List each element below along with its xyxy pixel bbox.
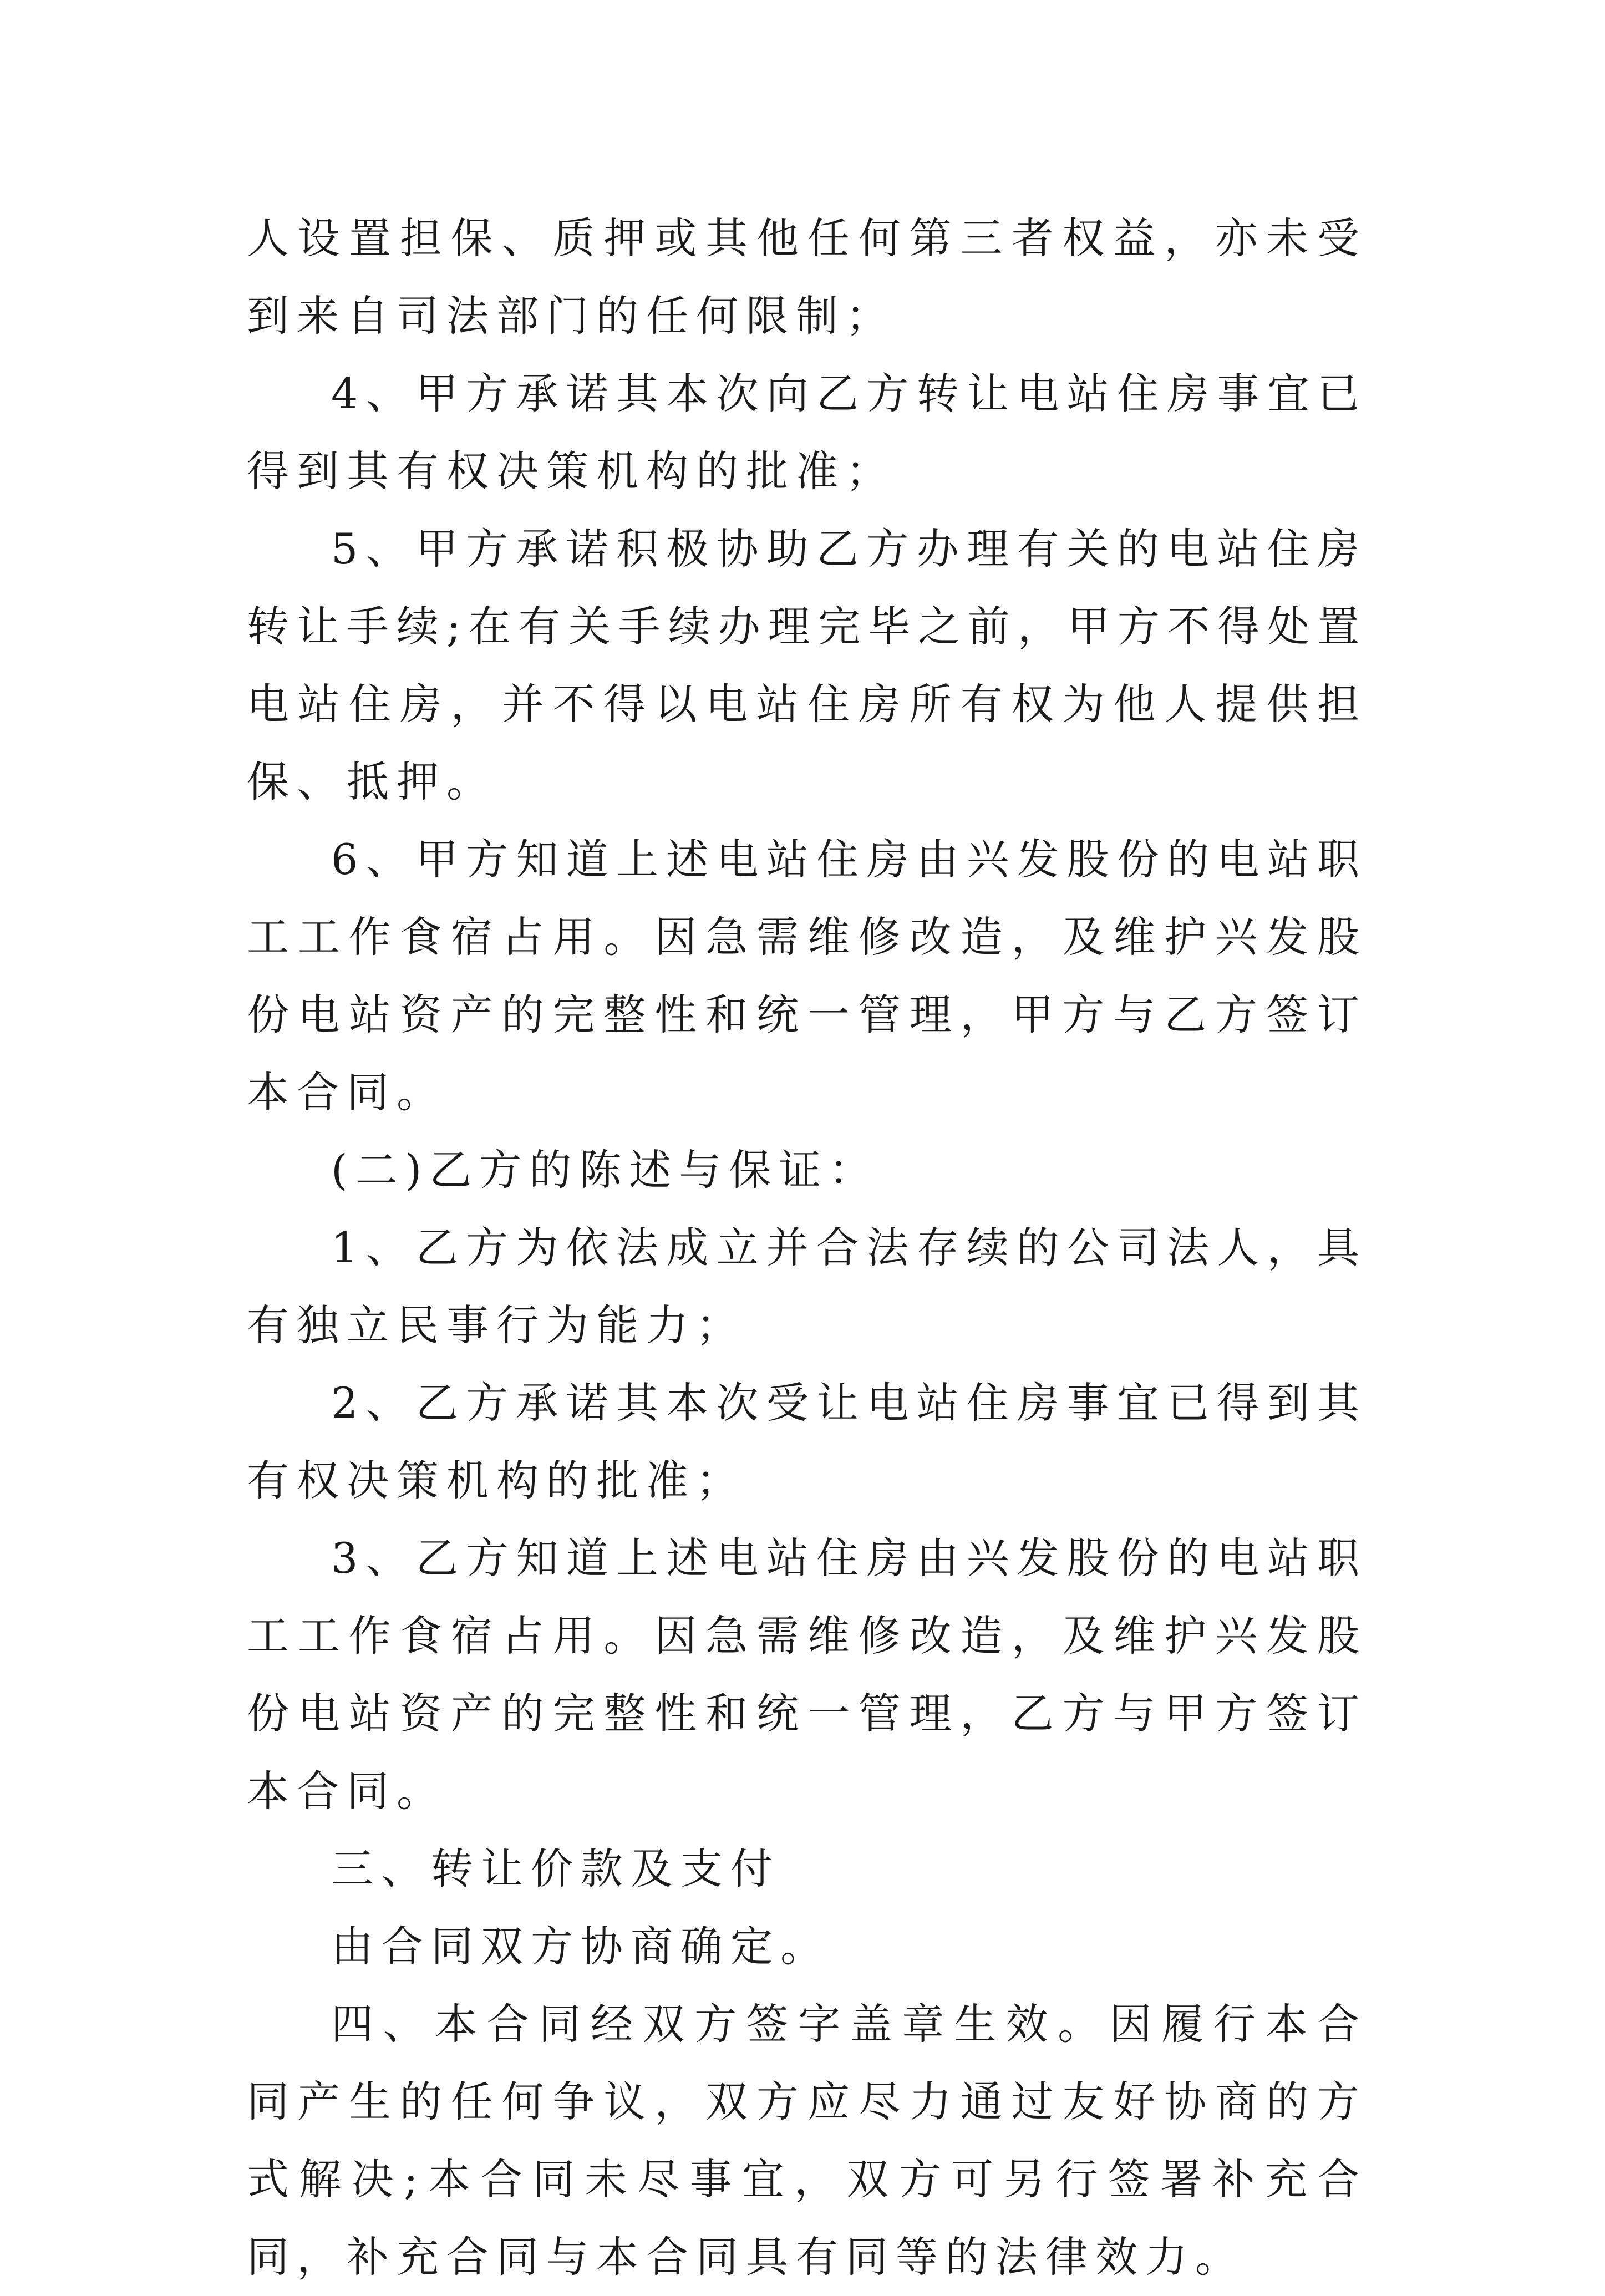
section-heading-party-b: (二)乙方的陈述与保证： [331, 1145, 879, 1195]
paragraph-b-item-1: 1、乙方为依法成立并合法存续的公司法人，具有独立民事行为能力； [247, 1223, 1367, 1350]
section-effective: 四、本合同经双方签字盖章生效。因履行本合同产生的任何争议，双方应尽力通过友好协商的方式解决;本合同未尽事宜，双方可另行签署补充合同，补充合同与本合同具有同等的法律效力。 [247, 1999, 1367, 2282]
paragraph-b-item-2: 2、乙方承诺其本次受让电站住房事宜已得到其有权决策机构的批准； [247, 1378, 1367, 1505]
paragraph-b-item-3: 3、乙方知道上述电站住房由兴发股份的电站职工工作食宿占用。因急需维修改造，及维护兴发股份电站资产的完整性和统一管理，乙方与甲方签订本合同。 [247, 1533, 1367, 1816]
paragraph-continuation: 人设置担保、质押或其他任何第三者权益，亦未受到来自司法部门的任何限制； [247, 214, 1367, 341]
paragraph-item-6: 6、甲方知道上述电站住房由兴发股份的电站职工工作食宿占用。因急需维修改造，及维护兴发股份电站资产的完整性和统一管理，甲方与乙方签订本合同。 [247, 835, 1367, 1117]
paragraph-item-5: 5、甲方承诺积极协助乙方办理有关的电站住房转让手续;在有关手续办理完毕之前，甲方不得处置电站住房，并不得以电站住房所有权为他人提供担保、抵押。 [247, 524, 1367, 806]
document-body [247, 200, 1367, 2296]
paragraph-item-4: 4、甲方承诺其本次向乙方转让电站住房事宜已得到其有权决策机构的批准； [247, 369, 1367, 496]
paragraph-price: 由合同双方协商确定。 [331, 1922, 830, 1971]
section-heading-price: 三、转让价款及支付 [331, 1844, 780, 1893]
